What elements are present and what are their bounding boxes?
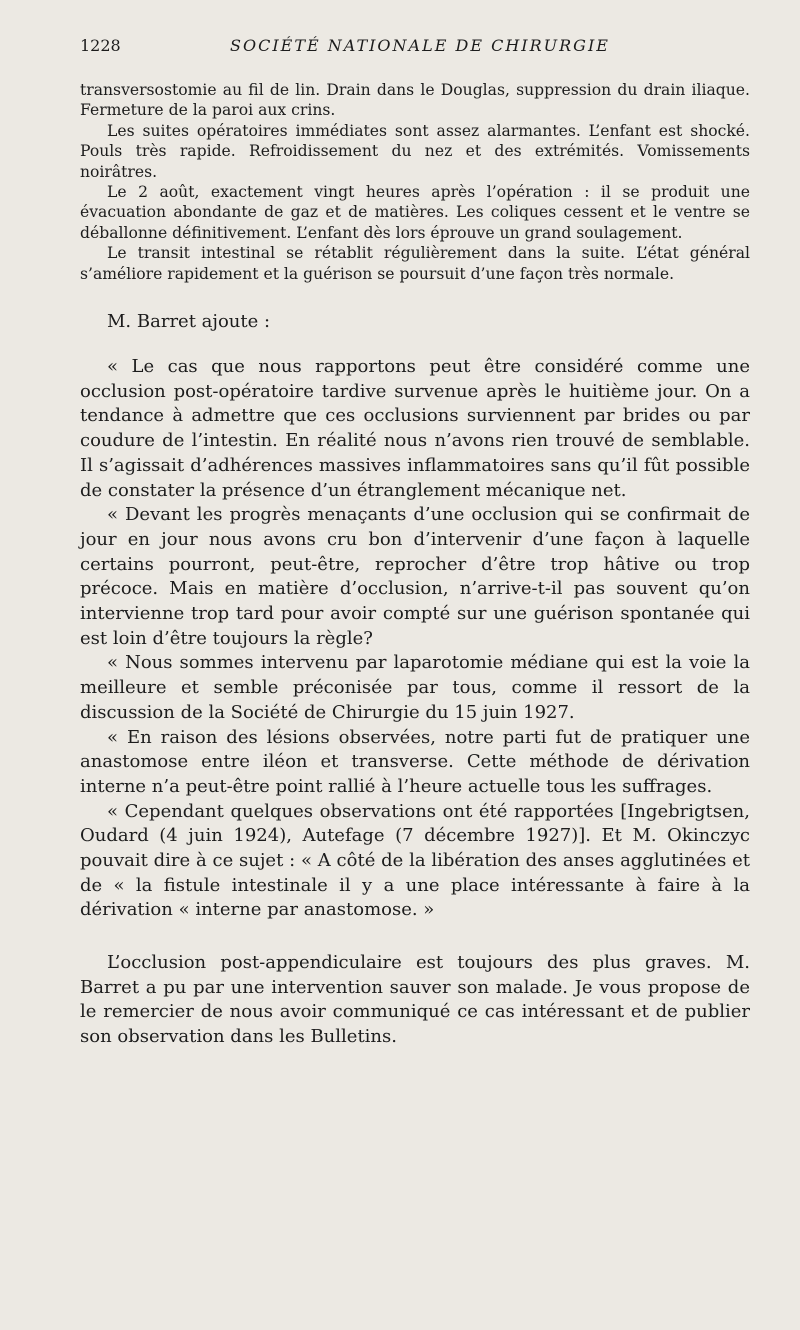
quotation-section	[80, 355, 750, 923]
quote-paragraph-4: « En raison des lésions observées, notre parti fut de pratiquer une anastomose entre iléon et transverse. Cette méthode de dérivation interne n’a peut-être point rallié à l’heure actuelle tous les suffrages.	[80, 726, 750, 797]
page-number: 1228	[80, 36, 121, 55]
observation-paragraph-4: Le transit intestinal se rétablit régulièrement dans la suite. L’état général s’améliore rapidement et la guérison se poursuit d’une façon très normale.	[80, 244, 750, 283]
quote-paragraph-2: « Devant les progrès menaçants d’une occlusion qui se confirmait de jour en jour nous avons cru bon d’intervenir d’une façon à laquelle certains pourront, peut-être, reprocher d’être trop hâtive ou trop précoce. Mais en matière d’occlusion, n’arrive-t-il pas souvent qu’on intervienne trop tard pour avoir compté sur une guérison spontanée qui est loin d’être toujours la règle?	[80, 504, 750, 649]
observation-paragraph-3: Le 2 août, exactement vingt heures après l’opération : il se produit une évacuation abondante de gaz et de matières. Les coliques cessent et le ventre se déballonne définitivement. L’enfant dès lors éprouve un grand soulagement.	[80, 183, 750, 242]
observation-paragraph-1: transversostomie au fil de lin. Drain dans le Douglas, suppression du drain iliaque. Fermeture de la paroi aux crins.	[80, 81, 750, 120]
observation-section	[80, 80, 750, 284]
quote-paragraph-1: « Le cas que nous rapportons peut être considéré comme une occlusion post-opératoire tardive survenue après le huitième jour. On a tendance à admettre que ces occlusions surviennent par brides ou par coudure de l’intestin. En réalité nous n’avons rien trouvé de semblable. Il s’agissait d’adhérences massives inflammatoires sans qu’il fût possible de constater la présence d’un étranglement mécanique net.	[80, 356, 750, 501]
observation-paragraph-2: Les suites opératoires immédiates sont assez alarmantes. L’enfant est shocké. Pouls très rapide. Refroidissement du nez et des extrémités. Vomissements noirâtres.	[80, 121, 750, 181]
author-addition: M. Barret ajoute :	[107, 311, 271, 332]
quote-paragraph-5: « Cependant quelques observations ont été rapportées [Ingebrigtsen, Oudard (4 juin 1924), Autefage (7 décembre 1927)]. Et M. Okinczyc pouvait dire à ce sujet : « A côté de la libération des anses agglutinées et de « la fistule intestinale il y a une place intéressante à faire à la dérivation « interne par anastomose. »	[80, 800, 750, 921]
conclusion-section	[80, 951, 750, 1050]
conclusion-paragraph: L’occlusion post-appendiculaire est toujours des plus graves. M. Barret a pu par une intervention sauver son malade. Je vous propose de le remercier de nous avoir communiqué ce cas intéressant et de publier son observation dans les Bulletins.	[80, 952, 750, 1048]
page-header	[80, 36, 750, 60]
author-addition-section	[80, 310, 750, 334]
quote-paragraph-3: « Nous sommes intervenu par laparotomie médiane qui est la voie la meilleure et semble préconisée par tous, comme il ressort de la discussion de la Société de Chirurgie du 15 juin 1927.	[80, 652, 750, 723]
running-title: SOCIÉTÉ NATIONALE DE CHIRURGIE	[230, 36, 610, 55]
